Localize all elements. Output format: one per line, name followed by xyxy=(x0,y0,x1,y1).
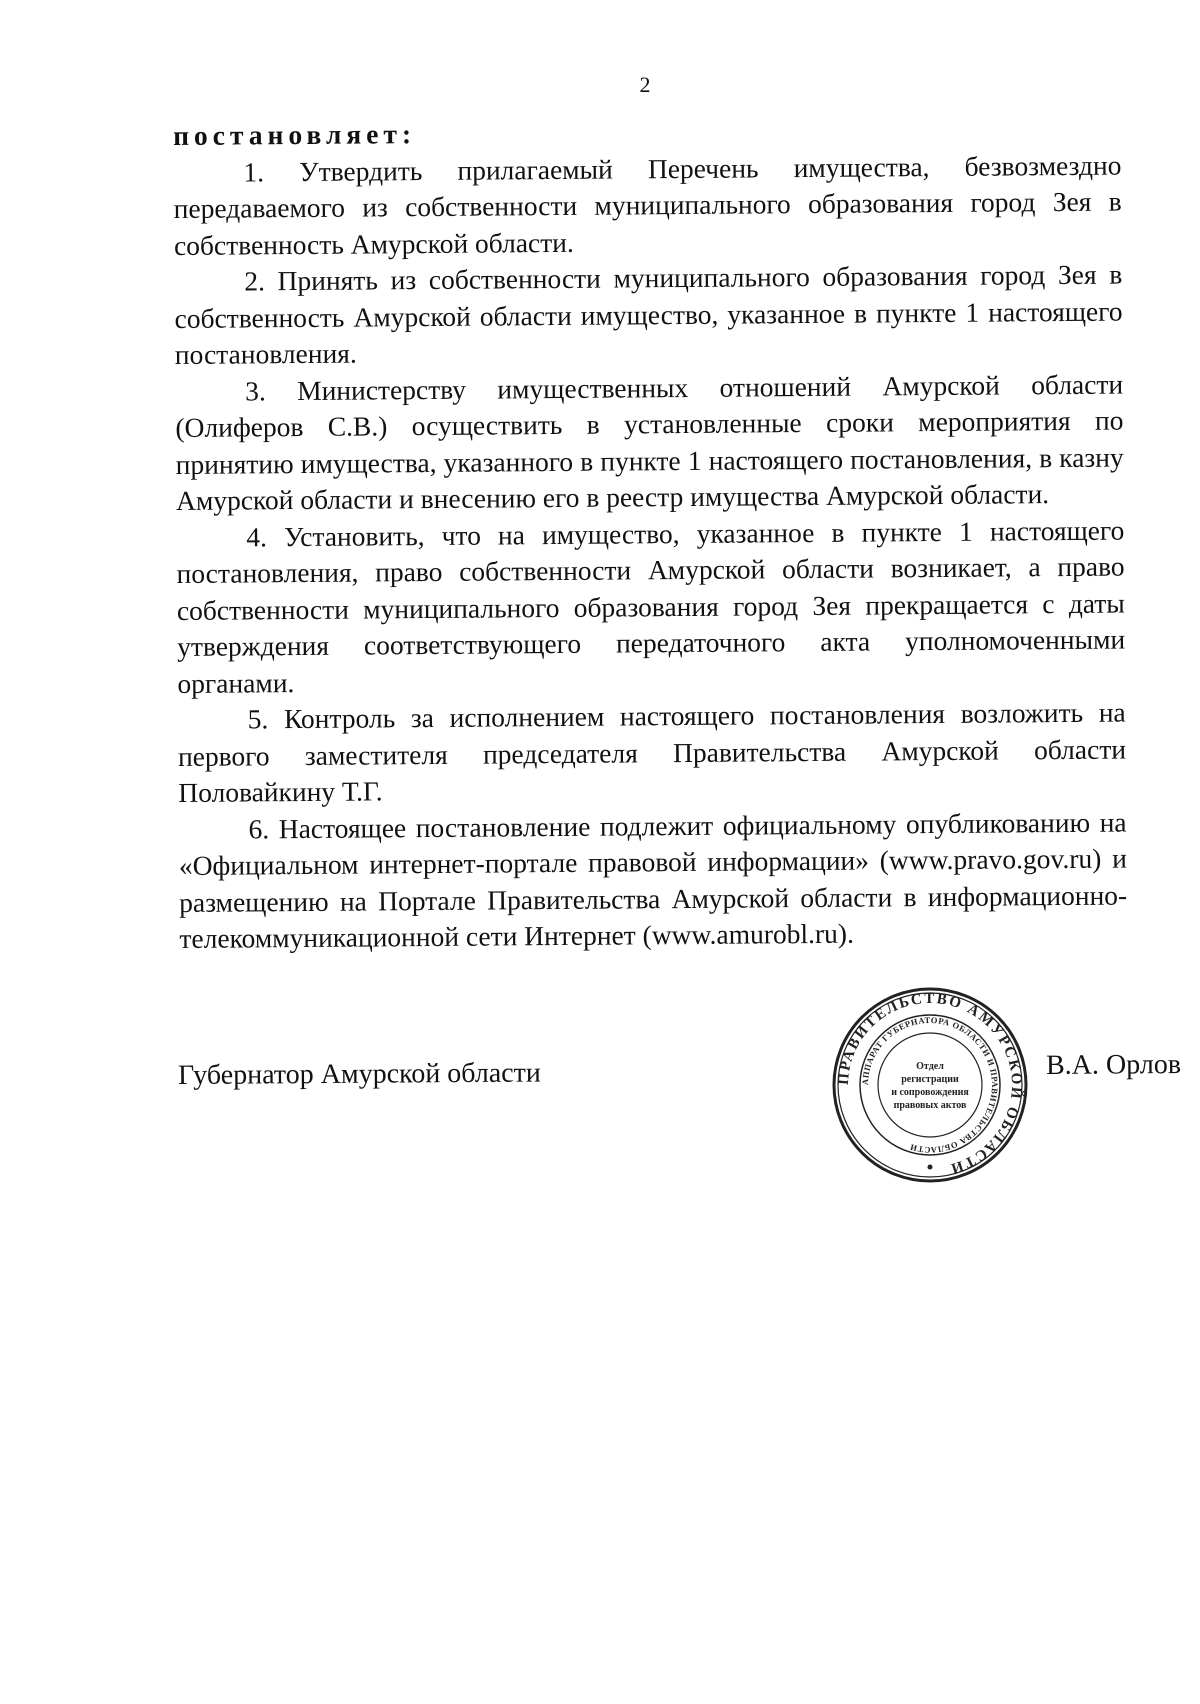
seal-icon xyxy=(830,985,1030,1185)
seal-center-line-4: правовых актов xyxy=(893,1100,967,1111)
page-number: 2 xyxy=(639,72,651,97)
paragraph-5: 5. Контроль за исполнением настоящего постановления возложить на первого заместителя председателя Правительства Амурской области Половайкину Т.Г. xyxy=(177,696,1127,808)
signer-name: В.А. Орлов xyxy=(1045,1048,1182,1081)
paragraph-2: 2. Принять из собственности муниципального образования город Зея в собственность Амурской области имущество, указанное в пункте 1 настоящего постановления. xyxy=(174,258,1123,370)
paragraph-4: 4. Установить, что на имущество, указанное в пункте 1 настоящего постановления, право собственности Амурской области возникает, а право собственности муниципального образования город Зея прекращается с даты утверждения соответствующего передаточного акта уполномоченными органами. xyxy=(176,514,1126,699)
decree-word: постановляет: xyxy=(173,118,417,151)
seal-inner-text: АППАРАТ ГУБЕРНАТОРА ОБЛАСТИ И ПРАВИТЕЛЬСТВА ОБЛАСТИ xyxy=(859,1014,1001,1156)
signer-title: Губернатор Амурской области xyxy=(178,1057,541,1091)
seal-outer-text: ПРАВИТЕЛЬСТВО АМУРСКОЙ ОБЛАСТИ xyxy=(835,990,1025,1177)
document-body xyxy=(173,111,1128,958)
paragraph-1: 1. Утвердить прилагаемый Перечень имущества, безвозмездно передаваемого из собственности муниципального образования город Зея в собственность Амурской области. xyxy=(173,149,1122,261)
paragraph-6: 6. Настоящее постановление подлежит официальному опубликованию на «Официальном интернет-портале правовой информации» (www.pravo.gov.ru) и размещению на Портале Правительства Амурской области в информационно-телекоммуникационной сети Интернет (www.amurobl.ru). xyxy=(178,806,1128,954)
official-seal-stamp xyxy=(830,985,1030,1185)
seal-center-line-1: Отдел xyxy=(916,1061,944,1072)
seal-center-line-3: и сопровождения xyxy=(891,1087,969,1098)
seal-center-line-2: регистрации xyxy=(901,1074,959,1085)
paragraph-3: 3. Министерству имущественных отношений Амурской области (Олиферов С.В.) осуществить в установленные сроки мероприятия по принятию имущества, указанного в пункте 1 настоящего постановления, в казну Амурской области и внесению его в реестр имущества Амурской области. xyxy=(175,368,1124,516)
